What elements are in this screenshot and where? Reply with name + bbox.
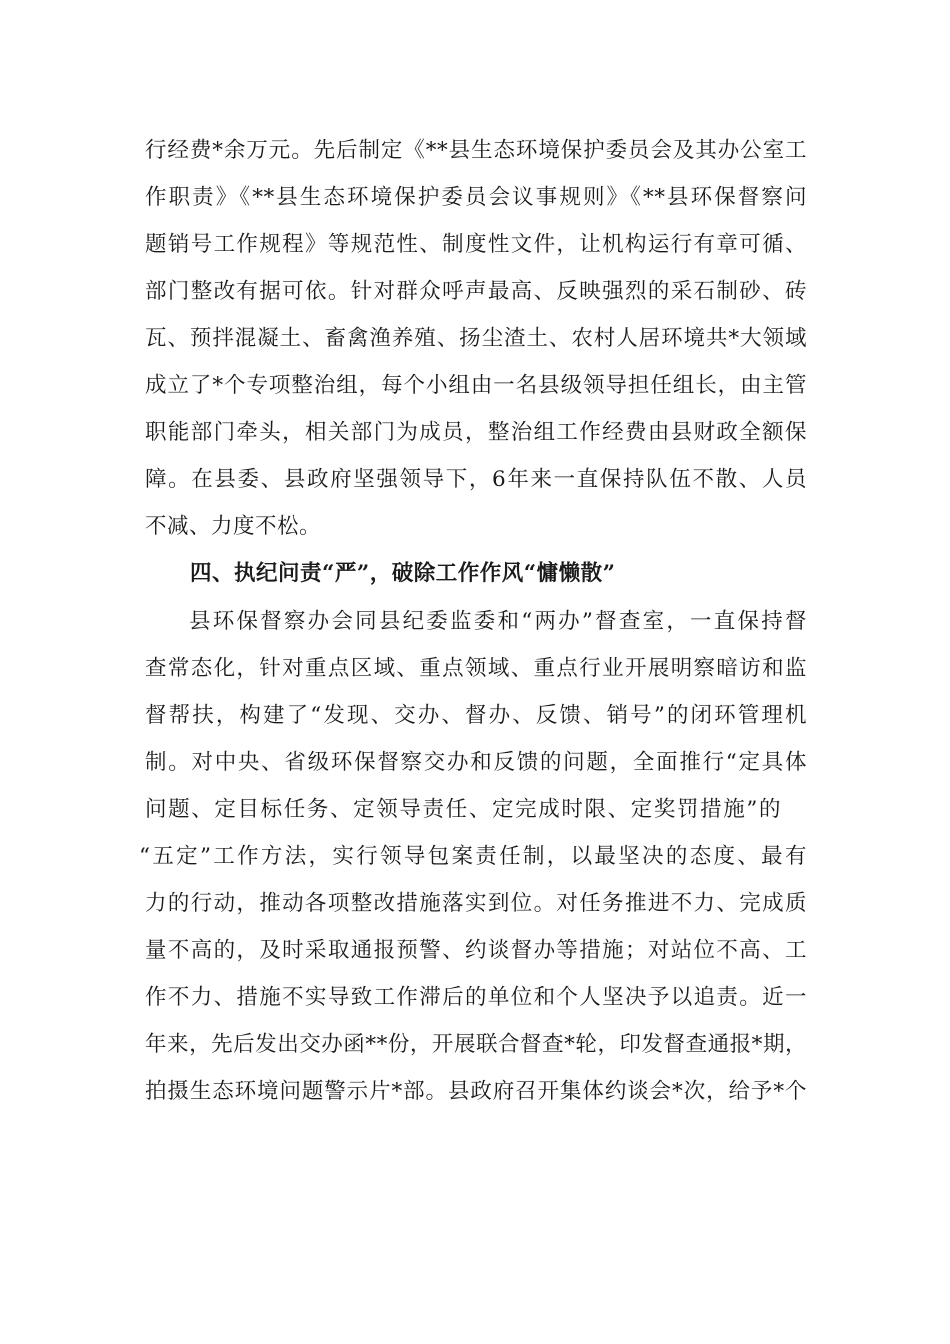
paragraph-line: 督帮扶，构建了“发现、交办、督办、反馈、销号”的闭环管理机 (145, 703, 807, 728)
paragraph-line: 作不力、措施不实导致工作滞后的单位和个人坚决予以追责。近一 (145, 985, 807, 1010)
paragraph-line: 拍摄生态环境问题警示片*部。县政府召开集体约谈会*次，给予*个 (145, 1079, 807, 1104)
paragraph-line: 部门整改有据可依。针对群众呼声最高、反映强烈的采石制砂、砖 (145, 279, 807, 304)
section-heading: 四、执纪问责“严”，破除工作作风“慵懒散” (190, 561, 616, 586)
paragraph-line: 成立了*个专项整治组，每个小组由一名县级领导担任组长，由主管 (145, 373, 807, 398)
paragraph-line: 题销号工作规程》等规范性、制度性文件，让机构运行有章可循、 (145, 232, 807, 257)
paragraph-line: 瓦、预拌混凝土、畜禽渔养殖、扬尘渣土、农村人居环境共*大领域 (145, 326, 807, 351)
paragraph-line: 制。对中央、省级环保督察交办和反馈的问题，全面推行“定具体 (145, 750, 807, 775)
paragraph-line: 力的行动，推动各项整改措施落实到位。对任务推进不力、完成质 (145, 891, 807, 916)
paragraph-line: 职能部门牵头，相关部门为成员，整治组工作经费由县财政全额保 (145, 420, 807, 445)
paragraph-line: 量不高的，及时采取通报预警、约谈督办等措施；对站位不高、工 (145, 938, 807, 963)
paragraph-line: 问题、定目标任务、定领导责任、定完成时限、定奖罚措施”的 (145, 797, 781, 822)
paragraph-line: 不减、力度不松。 (145, 514, 322, 539)
paragraph-line: 障。在县委、县政府坚强领导下，6年来一直保持队伍不散、人员 (145, 467, 807, 492)
paragraph-line: 行经费*余万元。先后制定《**县生态环境保护委员会及其办公室工 (145, 138, 807, 163)
paragraph-line: 县环保督察办会同县纪委监委和“两办”督查室，一直保持督 (189, 609, 807, 634)
paragraph-line: “五定”工作方法，实行领导包案责任制，以最坚决的态度、最有 (139, 844, 807, 869)
paragraph-line: 查常态化，针对重点区域、重点领域、重点行业开展明察暗访和监 (145, 656, 807, 681)
paragraph-line: 作职责》《**县生态环境保护委员会议事规则》《**县环保督察问 (145, 185, 807, 210)
paragraph-line: 年来，先后发出交办函**份，开展联合督查*轮，印发督查通报*期， (145, 1032, 807, 1057)
